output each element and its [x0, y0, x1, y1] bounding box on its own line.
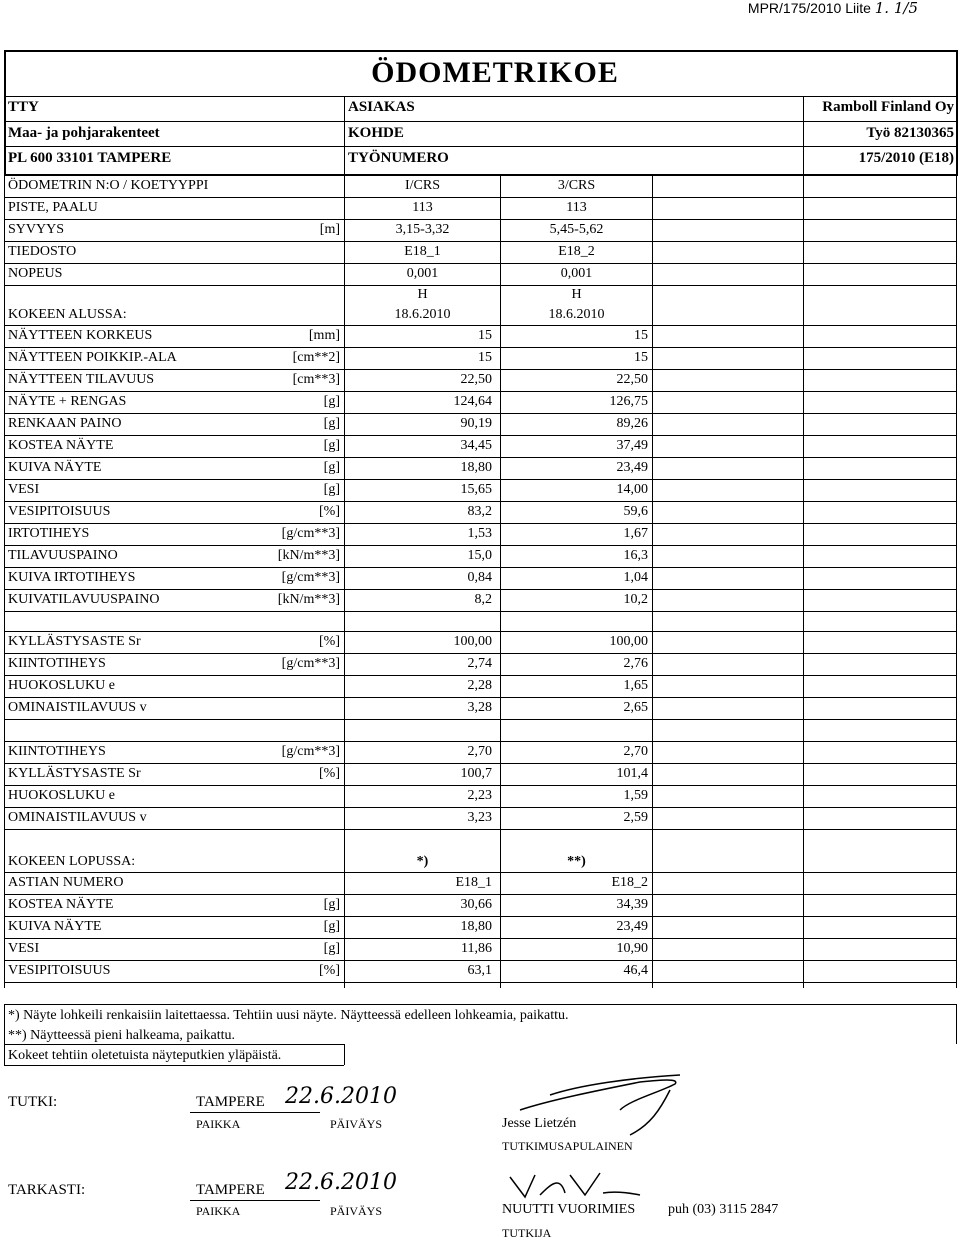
sample2-value: E18_2 [558, 244, 595, 259]
checker-role: TUTKIJA [502, 1226, 552, 1240]
row-label: VESIPITOISUUS [8, 504, 111, 519]
sample1-value: 83,2 [467, 504, 492, 519]
sample2-value: 2,59 [623, 810, 648, 825]
row-label: KUIVATILAVUUSPAINO [8, 592, 160, 607]
row-label: TILAVUUSPAINO [8, 548, 118, 563]
checker-date-handwritten: 22.6.2010 [285, 1170, 397, 1195]
row-label: HUOKOSLUKU e [8, 678, 115, 693]
sample2-value: 46,4 [623, 963, 648, 978]
row-unit: [cm**3] [292, 372, 340, 387]
document-ref-text: MPR/175/2010 Liite [747, 0, 871, 16]
sample1-value: H [417, 287, 428, 302]
row-label: VESI [8, 482, 40, 497]
sample2-value: 126,75 [609, 394, 648, 409]
row-label: HUOKOSLUKU e [8, 788, 115, 803]
sample1-value: 100,00 [453, 634, 492, 649]
sample2-value: 14,00 [616, 482, 648, 497]
row-unit: [cm**2] [292, 350, 340, 365]
row-label: NÄYTTEEN KORKEUS [8, 328, 153, 343]
sample1-value: 100,7 [460, 766, 492, 781]
note-marker-1: *) [416, 854, 429, 869]
row-label: NÄYTTEEN POIKKIP.-ALA [8, 350, 177, 365]
row-unit: [kN/m**3] [277, 592, 340, 607]
checker-place: TAMPERE [196, 1182, 265, 1198]
row-unit: [g/cm**3] [281, 526, 340, 541]
row-label: RENKAAN PAINO [8, 416, 122, 431]
job-number-label: TYÖNUMERO [348, 150, 449, 166]
row-label: KYLLÄSTYSASTE Sr [8, 766, 141, 781]
sample1-value: 15 [478, 350, 492, 365]
sample1-value: 0,84 [467, 570, 492, 585]
row-label: KIINTOTIHEYS [8, 744, 106, 759]
sample2-value: 1,67 [623, 526, 648, 541]
sample2-value: 23,49 [616, 460, 648, 475]
sample1-value: 18,80 [460, 919, 492, 934]
sample2-value: 1,59 [623, 788, 648, 803]
row-unit: [%] [319, 766, 340, 781]
row-label: VESI [8, 941, 40, 956]
sample1-value: 2,23 [467, 788, 492, 803]
client-name: Ramboll Finland Oy [822, 99, 954, 115]
sample2-value: 22,50 [616, 372, 648, 387]
row-label: SYVYYS [8, 222, 65, 237]
sample1-value: 1,53 [467, 526, 492, 541]
row-unit: [g] [323, 394, 340, 409]
sample1-value: 3,15-3,32 [395, 222, 450, 237]
org-name: TTY [8, 99, 39, 115]
test-start-label: KOKEEN ALUSSA: [8, 307, 127, 322]
sample2-value: 18.6.2010 [548, 307, 605, 322]
sample1-value: 30,66 [460, 897, 492, 912]
sample1-value: I/CRS [404, 178, 440, 193]
sample2-value: 89,26 [616, 416, 648, 431]
sample2-value: E18_2 [611, 875, 648, 890]
sample1-value: 3,23 [467, 810, 492, 825]
site-label: KOHDE [348, 125, 404, 141]
row-unit: [g] [323, 897, 340, 912]
sample1-value: 3,28 [467, 700, 492, 715]
sample1-value: 2,74 [467, 656, 492, 671]
place-caption: PAIKKA [196, 1204, 241, 1218]
sample1-value: 2,70 [467, 744, 492, 759]
checker-phone: puh (03) 3115 2847 [668, 1202, 779, 1217]
row-unit: [%] [319, 504, 340, 519]
sample2-value: 16,3 [623, 548, 648, 563]
sample2-value: 15 [634, 350, 648, 365]
date-caption: PÄIVÄYS [330, 1117, 383, 1131]
row-unit: [g] [323, 941, 340, 956]
row-unit: [g] [323, 919, 340, 934]
row-unit: [g] [323, 482, 340, 497]
test-end-label: KOKEEN LOPUSSA: [8, 854, 136, 869]
checker-label: TARKASTI: [8, 1182, 86, 1198]
row-label: KOSTEA NÄYTE [8, 438, 114, 453]
row-label: KUIVA NÄYTE [8, 460, 102, 475]
row-unit: [g] [323, 416, 340, 431]
sample2-value: 1,65 [623, 678, 648, 693]
sample2-value: 0,001 [560, 266, 593, 281]
place-caption: PAIKKA [196, 1117, 241, 1131]
note-1: *) Näyte lohkeili renkaisiin laitettaessa. Tehtiin uusi näyte. Näytteessä edelleen lohkeamia, paikattu. [8, 1008, 569, 1023]
job-number-value: 175/2010 (E18) [858, 150, 954, 166]
sample1-value: 18.6.2010 [394, 307, 451, 322]
date-caption: PÄIVÄYS [330, 1204, 383, 1218]
row-unit: [g] [323, 460, 340, 475]
row-label: KOSTEA NÄYTE [8, 897, 114, 912]
sample1-value: 15,0 [467, 548, 492, 563]
org-address: PL 600 33101 TAMPERE [8, 150, 172, 166]
document-page-ref: 1. 1/5 [874, 0, 918, 17]
researcher-name: Jesse Lietzén [502, 1116, 577, 1131]
note-2: **) Näytteessä pieni halkeama, paikattu. [8, 1028, 236, 1043]
sample1-value: 124,64 [453, 394, 492, 409]
sample1-value: 34,45 [460, 438, 492, 453]
sample1-value: 113 [412, 200, 433, 215]
sample1-value: 22,50 [460, 372, 492, 387]
row-label: OMINAISTILAVUUS v [8, 810, 147, 825]
sample1-value: 90,19 [460, 416, 492, 431]
sample1-value: 18,80 [460, 460, 492, 475]
row-label: ÖDOMETRIN N:O / KOETYYPPI [8, 178, 209, 193]
row-label: OMINAISTILAVUUS v [8, 700, 147, 715]
sample2-value: 10,90 [616, 941, 648, 956]
sample1-value: 0,001 [406, 266, 439, 281]
row-unit: [g/cm**3] [281, 656, 340, 671]
sample2-value: 100,00 [609, 634, 648, 649]
row-label: KIINTOTIHEYS [8, 656, 106, 671]
researcher-date-handwritten: 22.6.2010 [285, 1084, 397, 1109]
sample1-value: 15,65 [460, 482, 492, 497]
row-label: KYLLÄSTYSASTE Sr [8, 634, 141, 649]
row-label: IRTOTIHEYS [8, 526, 90, 541]
document-reference [748, 0, 918, 16]
sample1-value: 15 [478, 328, 492, 343]
row-label: NOPEUS [8, 266, 63, 281]
row-unit: [%] [319, 963, 340, 978]
checker-signature [505, 1165, 645, 1205]
sample1-value: E18_1 [404, 244, 441, 259]
page-title: ÖDOMETRIKOE [371, 56, 619, 89]
row-unit: [g/cm**3] [281, 570, 340, 585]
sample1-value: 11,86 [461, 941, 492, 956]
row-label: NÄYTE + RENGAS [8, 394, 127, 409]
sample2-value: 1,04 [623, 570, 648, 585]
site-value: Työ 82130365 [866, 125, 954, 141]
sample2-value: 59,6 [623, 504, 648, 519]
sample2-value: 2,65 [623, 700, 648, 715]
checker-name: NUUTTI VUORIMIES [502, 1202, 636, 1217]
row-label: TIEDOSTO [8, 244, 77, 259]
sample1-value: 63,1 [467, 963, 492, 978]
researcher-role: TUTKIMUSAPULAINEN [502, 1139, 633, 1153]
researcher-place: TAMPERE [196, 1094, 265, 1110]
row-label: NÄYTTEEN TILAVUUS [8, 372, 155, 387]
note-3: Kokeet tehtiin oletetuista näyteputkien yläpäistä. [8, 1048, 282, 1063]
sample2-value: 3/CRS [557, 178, 596, 193]
row-label: VESIPITOISUUS [8, 963, 111, 978]
row-unit: [%] [319, 634, 340, 649]
row-unit: [m] [319, 222, 340, 237]
sample2-value: 15 [634, 328, 648, 343]
sample2-value: 23,49 [616, 919, 648, 934]
sample2-value: 37,49 [616, 438, 648, 453]
sample1-value: E18_1 [455, 875, 492, 890]
sample1-value: 8,2 [474, 592, 492, 607]
note-marker-2: **) [567, 854, 586, 869]
sample2-value: 34,39 [616, 897, 648, 912]
sample2-value: 2,70 [623, 744, 648, 759]
sample2-value: 2,76 [623, 656, 648, 671]
row-label: PISTE, PAALU [8, 200, 98, 215]
sample2-value: H [571, 287, 582, 302]
sample2-value: 5,45-5,62 [549, 222, 604, 237]
row-unit: [g] [323, 438, 340, 453]
sample2-value: 113 [566, 200, 587, 215]
row-label: ASTIAN NUMERO [8, 875, 124, 890]
researcher-label: TUTKI: [8, 1094, 58, 1110]
row-unit: [g/cm**3] [281, 744, 340, 759]
row-label: KUIVA NÄYTE [8, 919, 102, 934]
sample1-value: 2,28 [467, 678, 492, 693]
org-dept: Maa- ja pohjarakenteet [8, 125, 160, 141]
sample2-value: 10,2 [623, 592, 648, 607]
client-label: ASIAKAS [348, 99, 415, 115]
row-unit: [kN/m**3] [277, 548, 340, 563]
row-unit: [mm] [308, 328, 340, 343]
row-label: KUIVA IRTOTIHEYS [8, 570, 136, 585]
sample2-value: 101,4 [616, 766, 648, 781]
